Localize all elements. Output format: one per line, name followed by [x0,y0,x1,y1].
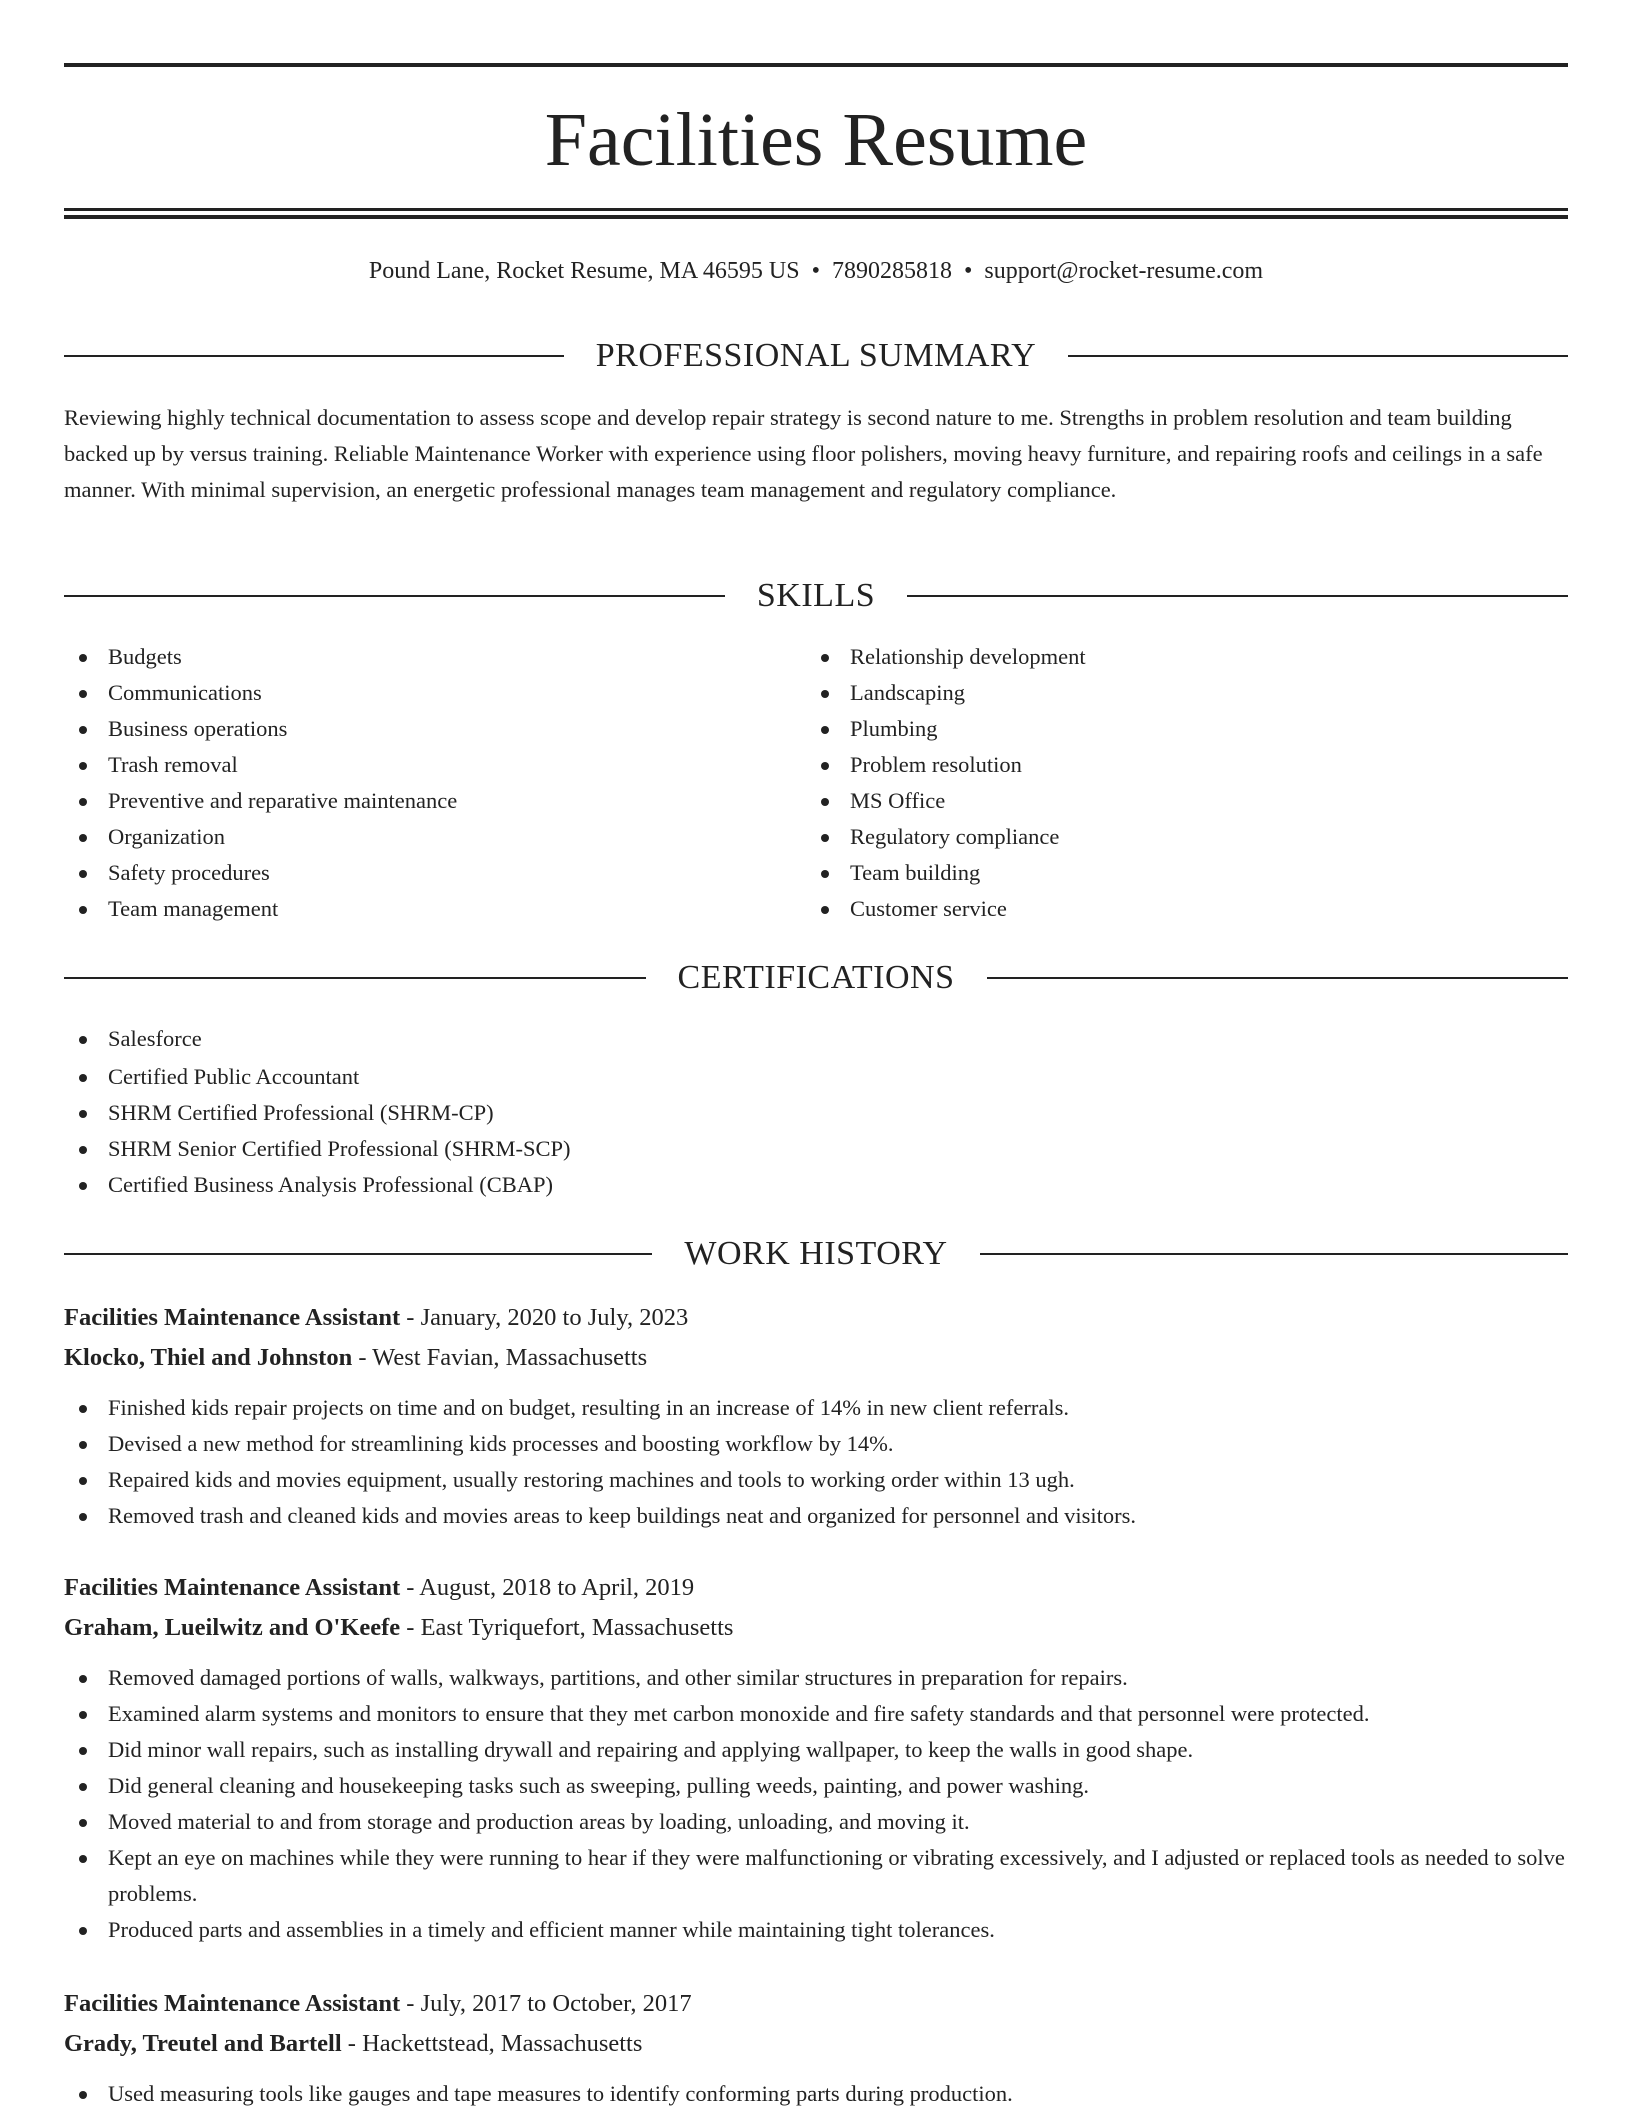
certification-item: SHRM Senior Certified Professional (SHRM-SCP) [64,1131,1568,1167]
certifications-list [64,1021,1568,1203]
section-title: CERTIFICATIONS [677,959,955,996]
section-rule [64,595,725,597]
job-dates: - July, 2017 to October, 2017 [400,1990,692,2017]
skill-item: Team building [806,855,1546,891]
job-duty: Examined alarm systems and monitors to ensure that they met carbon monoxide and fire safety standards and that personnel were protected. [64,1696,1568,1732]
job-title-line [64,1298,1568,1338]
certification-item: Certified Business Analysis Professional (CBAP) [64,1167,1568,1203]
job-duty: Removed trash and cleaned kids and movies areas to keep buildings neat and organized for personnel and visitors. [64,1498,1568,1534]
job-duty: Devised a new method for streamlining kids processes and boosting workflow by 14%. [64,1426,1568,1462]
section-heading-skills [64,574,1568,618]
section-rule [64,1253,652,1255]
title-rule-upper [64,208,1568,211]
job-duty: Did minor wall repairs, such as installing drywall and repairing and applying wallpaper, to keep the walls in good shape. [64,1732,1568,1768]
job-title-line [64,1568,1568,1608]
job-duty: Finished kids repair projects on time and on budget, resulting in an increase of 14% in new client referrals. [64,1390,1568,1426]
job-location: - East Tyriquefort, Massachusetts [400,1614,734,1641]
skills-list-right [806,639,1546,927]
skill-item: Regulatory compliance [806,819,1546,855]
job-duty: Produced parts and assemblies in a timely and efficient manner while maintaining tight tolerances. [64,1912,1568,1948]
skill-item: Team management [64,891,804,927]
job-duties-list [64,1390,1568,1534]
job-title: Facilities Maintenance Assistant [64,1990,401,2017]
skill-item: Safety procedures [64,855,804,891]
certification-item: Salesforce [64,1021,1568,1057]
job-title: Facilities Maintenance Assistant [64,1574,401,1601]
job-company: Klocko, Thiel and Johnston [64,1344,353,1371]
job-company-line [64,2024,1568,2064]
section-heading-work-history [64,1232,1568,1276]
title-rule-lower [64,215,1568,219]
section-heading-certifications [64,956,1568,1000]
job-duty: Kept an eye on machines while they were running to hear if they were malfunctioning or vibrating excessively, and I adjusted or replaced tools as needed to solve problems. [64,1840,1568,1912]
job-duties-list [64,2076,1568,2112]
section-rule [64,977,646,979]
section-title: WORK HISTORY [684,1235,948,1272]
summary-text: Reviewing highly technical documentation to assess scope and develop repair strategy is second nature to me. Strengths in problem resolution and team building backed up by versus training. Reliable Maintenance Worker with experience using floor polishers, moving heavy furniture, and repairing roofs and ceilings in a safe manner. With minimal supervision, an energetic professional manages team management and regulatory compliance. [64,405,1543,502]
contact-separator: • [811,258,820,284]
job-location: - West Favian, Massachusetts [352,1344,648,1371]
page-title: Facilities Resume [544,98,1088,182]
certification-item: Certified Public Accountant [64,1059,1568,1095]
contact-phone: 7890285818 [831,258,952,284]
skill-item: Preventive and reparative maintenance [64,783,804,819]
skill-item: Trash removal [64,747,804,783]
job-duty: Did general cleaning and housekeeping tasks such as sweeping, pulling weeds, painting, and power washing. [64,1768,1568,1804]
top-rule [64,63,1568,67]
skills-list-left [64,639,804,927]
job-title-line [64,1984,1568,2024]
skill-item: Business operations [64,711,804,747]
job-location: - Hackettstead, Massachusetts [341,2030,643,2057]
skill-item: Organization [64,819,804,855]
certification-item: SHRM Certified Professional (SHRM-CP) [64,1095,1568,1131]
job-dates: - August, 2018 to April, 2019 [400,1574,695,1601]
skill-item: Budgets [64,639,804,675]
job-company: Graham, Lueilwitz and O'Keefe [64,1614,401,1641]
section-title: PROFESSIONAL SUMMARY [595,337,1037,374]
section-rule [907,595,1568,597]
job-title: Facilities Maintenance Assistant [64,1304,401,1331]
job-company-line [64,1608,1568,1648]
skill-item: Customer service [806,891,1546,927]
job-entry [64,1568,1568,1948]
job-company-line [64,1338,1568,1378]
skill-item: Relationship development [806,639,1546,675]
job-duty: Removed damaged portions of walls, walkways, partitions, and other similar structures in preparation for repairs. [64,1660,1568,1696]
job-duty: Moved material to and from storage and production areas by loading, unloading, and moving it. [64,1804,1568,1840]
section-rule [1068,355,1568,357]
contact-line [64,254,1568,288]
job-company: Grady, Treutel and Bartell [64,2030,342,2057]
job-entry [64,1298,1568,1534]
job-duty: Repaired kids and movies equipment, usually restoring machines and tools to working order within 13 ugh. [64,1462,1568,1498]
skill-item: Communications [64,675,804,711]
contact-address: Pound Lane, Rocket Resume, MA 46595 US [368,258,800,284]
section-rule [987,977,1569,979]
contact-separator: • [963,258,973,284]
job-duty: Used measuring tools like gauges and tape measures to identify conforming parts during production. [64,2076,1568,2112]
skill-item: MS Office [806,783,1546,819]
job-entry [64,1984,1568,2112]
job-dates: - January, 2020 to July, 2023 [400,1304,689,1331]
skill-item: Plumbing [806,711,1546,747]
section-rule [980,1253,1568,1255]
job-duties-list [64,1660,1568,1948]
section-heading-summary [64,334,1568,378]
section-rule [64,355,564,357]
section-title: SKILLS [756,577,876,614]
skill-item: Landscaping [806,675,1546,711]
skill-item: Problem resolution [806,747,1546,783]
contact-email: support@rocket-resume.com [984,258,1264,284]
